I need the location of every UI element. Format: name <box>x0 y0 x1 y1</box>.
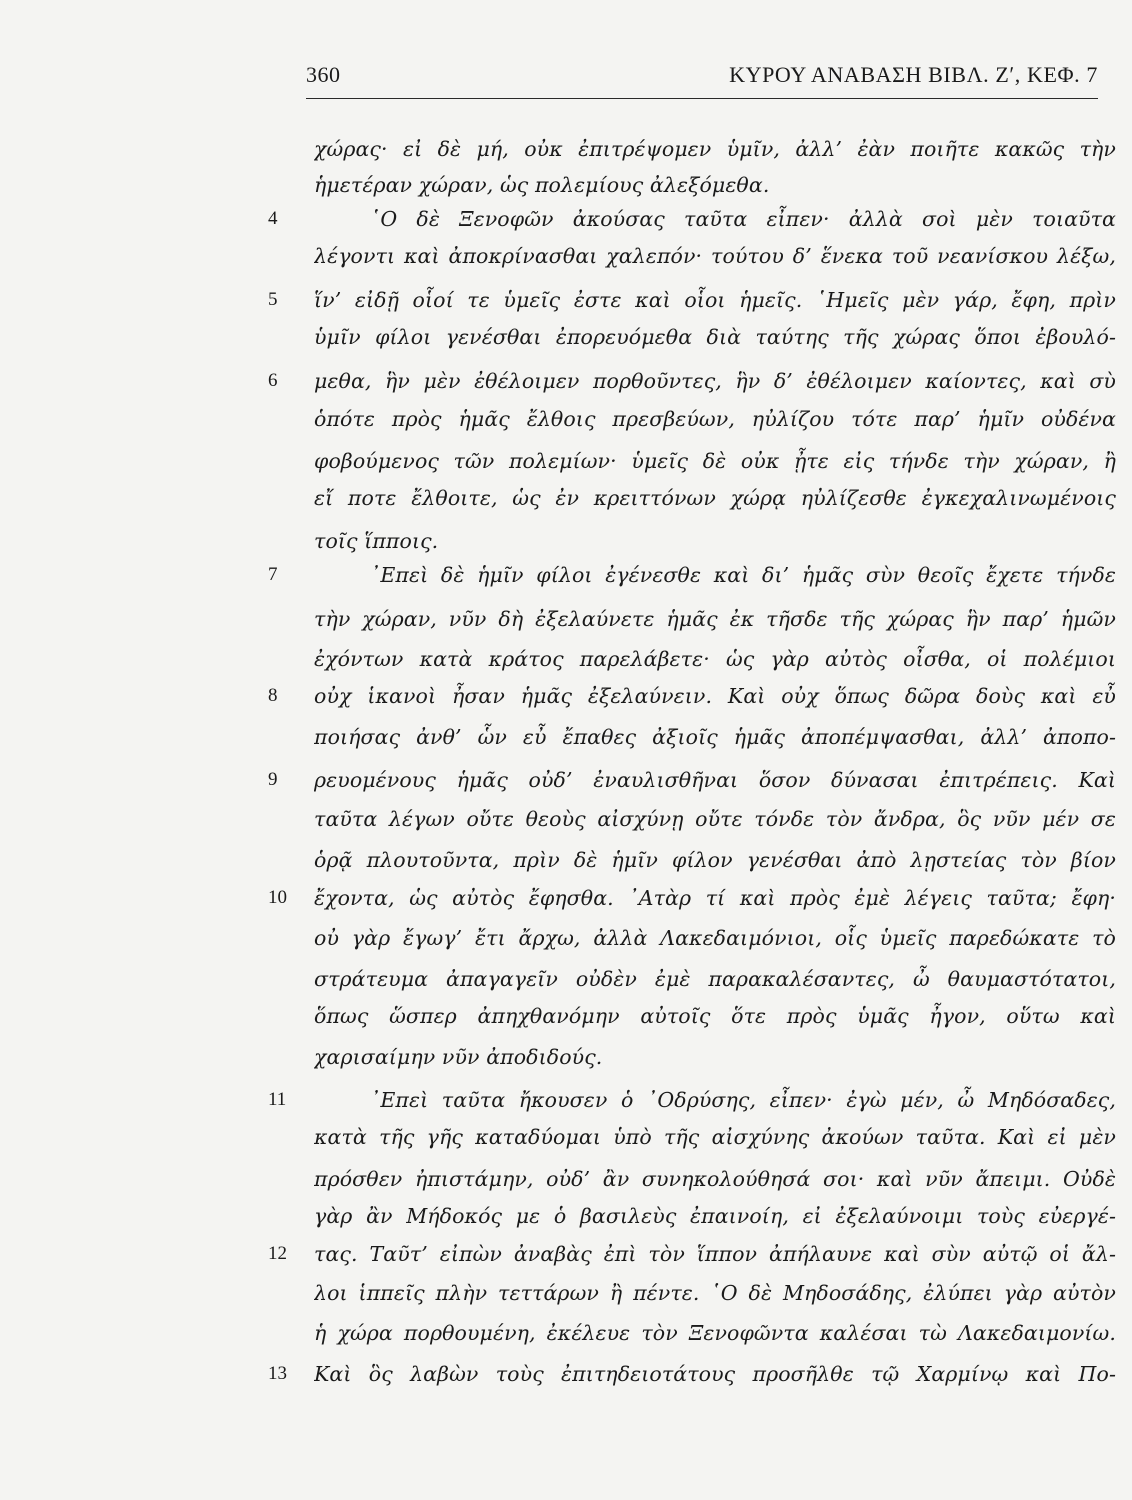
text-line: Καὶ ὃς λαβὼν τοὺς ἐπιτηδειοτάτους προσῆλθε τῷ Χαρμίνῳ καὶ Πο- <box>314 1362 1116 1386</box>
text-line: ὅπως ὥσπερ ἀπηχθανόμην αὐτοῖς ὅτε πρὸς ὑμᾶς ἦγον, οὕτω καὶ <box>314 1004 1116 1028</box>
text-line: ρευομένους ἡμᾶς οὐδ’ ἐναυλισθῆναι ὅσον δύνασαι ἐπιτρέπεις. Καὶ <box>314 768 1116 792</box>
page-header <box>306 62 1098 98</box>
text-line: στράτευμα ἀπαγαγεῖν οὐδὲν ἐμὲ παρακαλέσαντες, ὦ θαυμαστότατοι, <box>314 967 1116 991</box>
text-line: ἡμετέραν χώραν, ὡς πολεμίους ἀλεξόμεθα. <box>314 173 770 197</box>
section-number: 9 <box>268 769 278 790</box>
text-line: ἔχοντα, ὡς αὐτὸς ἔφησθα. ᾿Ατὰρ τί καὶ πρὸς ἐμὲ λέγεις ταῦτα; ἔφη· <box>314 886 1116 910</box>
text-line: ταῦτα λέγων οὔτε θεοὺς αἰσχύνῃ οὔτε τόνδε τὸν ἄνδρα, ὃς νῦν μέν σε <box>314 807 1116 831</box>
section-number: 7 <box>268 564 278 585</box>
section-number: 10 <box>268 887 287 908</box>
text-line: κατὰ τῆς γῆς καταδύομαι ὑπὸ τῆς αἰσχύνης ἀκούων ταῦτα. Καὶ εἰ μὲν <box>314 1125 1116 1149</box>
section-number: 6 <box>268 370 278 391</box>
section-number: 8 <box>268 685 278 706</box>
text-line: ὁρᾷ πλουτοῦντα, πρὶν δὲ ἡμῖν φίλον γενέσθαι ἀπὸ λῃστείας τὸν βίον <box>314 848 1116 872</box>
text-line: ποιήσας ἀνθ’ ὧν εὖ ἔπαθες ἀξιοῖς ἡμᾶς ἀποπέμψασθαι, ἀλλ’ ἀποπο- <box>314 725 1116 749</box>
text-line: ἵν’ εἰδῇ οἷοί τε ὑμεῖς ἐστε καὶ οἷοι ἡμεῖς. ῾Ημεῖς μὲν γάρ, ἔφη, πρὶν <box>314 288 1116 312</box>
running-title: ΚΥΡΟΥ ΑΝΑΒΑΣΗ ΒΙΒΛ. Ζʹ, ΚΕΦ. 7 <box>729 62 1098 87</box>
text-line: λοι ἱππεῖς πλὴν τεττάρων ἢ πέντε. ῾Ο δὲ Μηδοσάδης, ἐλύπει γὰρ αὐτὸν <box>314 1281 1116 1305</box>
text-line: χώρας· εἰ δὲ μή, οὐκ ἐπιτρέψομεν ὑμῖν, ἀλλ’ ἐὰν ποιῆτε κακῶς τὴν <box>314 137 1116 161</box>
text-line: τας. Ταῦτ’ εἰπὼν ἀναβὰς ἐπὶ τὸν ἵππον ἀπήλαυνε καὶ σὺν αὐτῷ οἱ ἄλ- <box>314 1242 1116 1266</box>
text-line: χαρισαίμην νῦν ἀποδιδούς. <box>314 1045 603 1069</box>
text-line: ᾿Επεὶ δὲ ἡμῖν φίλοι ἐγένεσθε καὶ δι’ ἡμᾶς σὺν θεοῖς ἔχετε τήνδε <box>370 563 1116 587</box>
text-line: ᾿Επεὶ ταῦτα ἤκουσεν ὁ ᾿Οδρύσης, εἶπεν· ἐγὼ μέν, ὦ Μηδόσαδες, <box>370 1088 1116 1112</box>
text-line: τοῖς ἵπποις. <box>314 529 439 553</box>
text-line: ὁπότε πρὸς ἡμᾶς ἔλθοις πρεσβεύων, ηὐλίζου τότε παρ’ ἡμῖν οὐδένα <box>314 407 1116 431</box>
text-line: ῾Ο δὲ Ξενοφῶν ἀκούσας ταῦτα εἶπεν· ἀλλὰ σοὶ μὲν τοιαῦτα <box>370 207 1116 231</box>
section-number: 11 <box>268 1089 287 1110</box>
text-line: γὰρ ἂν Μήδοκός με ὁ βασιλεὺς ἐπαινοίη, εἰ ἐξελαύνοιμι τοὺς εὐεργέ- <box>314 1204 1116 1228</box>
section-number: 13 <box>268 1363 287 1384</box>
text-line: φοβούμενος τῶν πολεμίων· ὑμεῖς δὲ οὐκ ᾖτε εἰς τήνδε τὴν χώραν, ἢ <box>314 449 1116 473</box>
text-line: ὑμῖν φίλοι γενέσθαι ἐπορευόμεθα διὰ ταύτης τῆς χώρας ὅποι ἐβουλό- <box>314 325 1116 349</box>
text-line: πρόσθεν ἠπιστάμην, οὐδ’ ἂν συνηκολούθησά σοι· καὶ νῦν ἄπειμι. Οὐδὲ <box>314 1167 1116 1191</box>
text-line: εἴ ποτε ἔλθοιτε, ὡς ἐν κρειττόνων χώρᾳ ηὐλίζεσθε ἐγκεχαλινωμένοις <box>314 486 1116 510</box>
text-line: οὐ γὰρ ἔγωγ’ ἔτι ἄρχω, ἀλλὰ Λακεδαιμόνιοι, οἷς ὑμεῖς παρεδώκατε τὸ <box>314 926 1116 950</box>
header-rule <box>306 98 1098 99</box>
text-line: τὴν χώραν, νῦν δὴ ἐξελαύνετε ἡμᾶς ἐκ τῆσδε τῆς χώρας ἣν παρ’ ἡμῶν <box>314 607 1116 631</box>
text-line: ἡ χώρα πορθουμένη, ἐκέλευε τὸν Ξενοφῶντα καλέσαι τὼ Λακεδαιμονίω. <box>314 1321 1116 1345</box>
page-number: 360 <box>306 62 341 87</box>
text-line: μεθα, ἣν μὲν ἐθέλοιμεν πορθοῦντες, ἣν δ’ ἐθέλοιμεν καίοντες, καὶ σὺ <box>314 369 1116 393</box>
section-number: 5 <box>268 289 278 310</box>
section-number: 4 <box>268 208 278 229</box>
text-line: οὐχ ἱκανοὶ ἦσαν ἡμᾶς ἐξελαύνειν. Καὶ οὐχ ὅπως δῶρα δοὺς καὶ εὖ <box>314 684 1116 708</box>
text-line: λέγοντι καὶ ἀποκρίνασθαι χαλεπόν· τούτου δ’ ἕνεκα τοῦ νεανίσκου λέξω, <box>314 244 1116 268</box>
section-number: 12 <box>268 1243 287 1264</box>
text-line: ἐχόντων κατὰ κράτος παρελάβετε· ὡς γὰρ αὐτὸς οἶσθα, οἱ πολέμιοι <box>314 647 1116 671</box>
